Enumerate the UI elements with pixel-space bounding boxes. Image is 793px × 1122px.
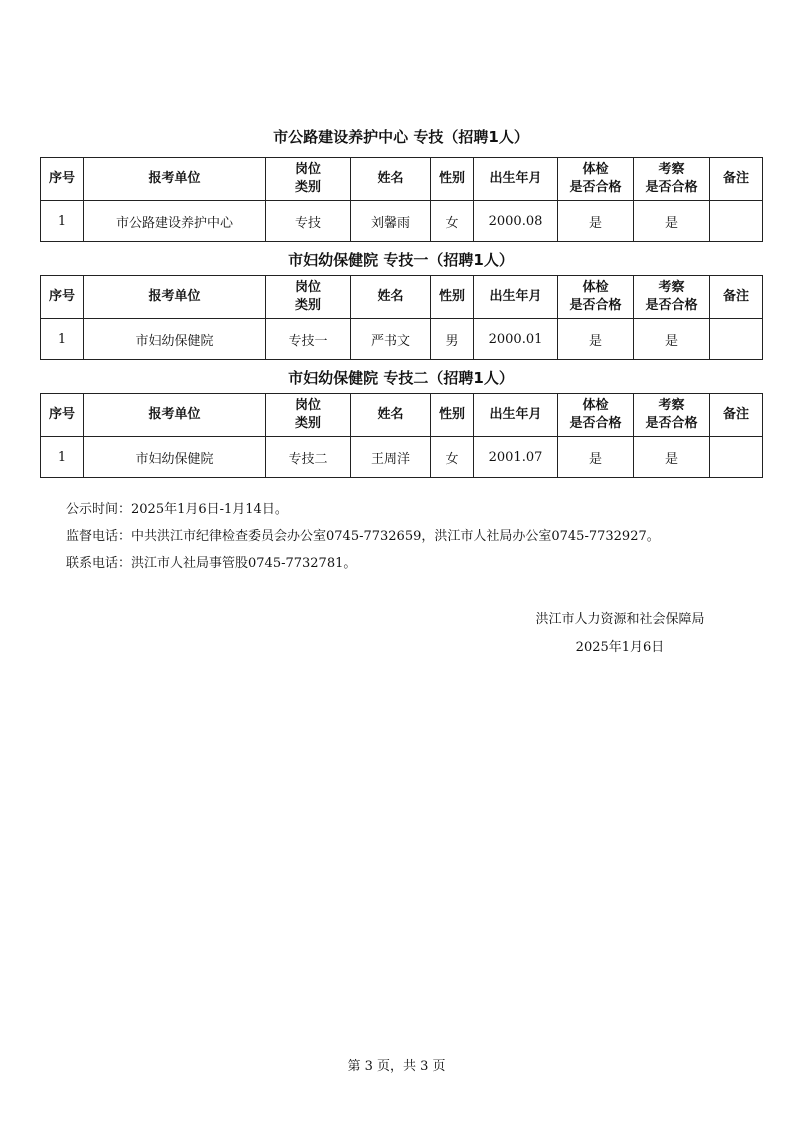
header-name: 姓名 [351, 276, 431, 319]
table-1 [40, 157, 763, 242]
section-title-1: 市公路建设养护中心 专技（招聘1人） [273, 128, 529, 146]
header-review: 考察 是否合格 [634, 158, 710, 201]
cell-review: 是 [634, 201, 710, 242]
header-unit: 报考单位 [84, 276, 266, 319]
page-number: 第 3 页，共 3 页 [347, 1059, 446, 1074]
header-seq: 序号 [41, 276, 84, 319]
header-name: 姓名 [351, 394, 431, 437]
header-birth: 出生年月 [474, 276, 558, 319]
header-review: 考察 是否合格 [634, 276, 710, 319]
cell-remark [710, 319, 763, 360]
cell-exam: 是 [558, 201, 634, 242]
cell-gender: 女 [431, 201, 474, 242]
header-remark: 备注 [710, 158, 763, 201]
contact-phone: 联系电话：洪江市人社局事管股0745-7732781。 [66, 556, 357, 571]
header-post: 岗位 类别 [266, 158, 351, 201]
header-exam: 体检 是否合格 [558, 158, 634, 201]
header-unit: 报考单位 [84, 158, 266, 201]
header-birth: 出生年月 [474, 394, 558, 437]
section-title-2: 市妇幼保健院 专技一（招聘1人） [288, 251, 514, 269]
cell-name: 刘馨雨 [351, 201, 431, 242]
header-remark: 备注 [710, 394, 763, 437]
table-header-row [41, 394, 763, 437]
cell-unit: 市公路建设养护中心 [84, 201, 266, 242]
header-remark: 备注 [710, 276, 763, 319]
header-gender: 性别 [431, 276, 474, 319]
table-3 [40, 393, 763, 478]
cell-seq: 1 [41, 201, 84, 242]
header-exam: 体检 是否合格 [558, 394, 634, 437]
cell-seq: 1 [41, 319, 84, 360]
cell-birth: 2001.07 [474, 437, 558, 478]
cell-gender: 女 [431, 437, 474, 478]
header-exam: 体检 是否合格 [558, 276, 634, 319]
cell-post: 专技二 [266, 437, 351, 478]
notice-period: 公示时间：2025年1月6日-1月14日。 [66, 502, 288, 517]
cell-gender: 男 [431, 319, 474, 360]
header-name: 姓名 [351, 158, 431, 201]
header-seq: 序号 [41, 158, 84, 201]
cell-name: 王周洋 [351, 437, 431, 478]
header-post: 岗位 类别 [266, 276, 351, 319]
cell-remark [710, 437, 763, 478]
supervision-phone: 监督电话：中共洪江市纪律检查委员会办公室0745-7732659，洪江市人社局办公室0745-7732927。 [66, 529, 660, 544]
cell-birth: 2000.01 [474, 319, 558, 360]
cell-review: 是 [634, 319, 710, 360]
cell-remark [710, 201, 763, 242]
cell-unit: 市妇幼保健院 [84, 319, 266, 360]
header-gender: 性别 [431, 394, 474, 437]
section-title-3: 市妇幼保健院 专技二（招聘1人） [288, 369, 514, 387]
cell-exam: 是 [558, 319, 634, 360]
table-header-row [41, 158, 763, 201]
header-unit: 报考单位 [84, 394, 266, 437]
cell-name: 严书文 [351, 319, 431, 360]
header-gender: 性别 [431, 158, 474, 201]
table-row [41, 437, 763, 478]
header-birth: 出生年月 [474, 158, 558, 201]
cell-exam: 是 [558, 437, 634, 478]
cell-post: 专技 [266, 201, 351, 242]
cell-seq: 1 [41, 437, 84, 478]
header-post: 岗位 类别 [266, 394, 351, 437]
signature-date: 2025年1月6日 [575, 640, 665, 655]
table-row [41, 201, 763, 242]
cell-unit: 市妇幼保健院 [84, 437, 266, 478]
signature-org: 洪江市人力资源和社会保障局 [535, 612, 705, 627]
table-2 [40, 275, 763, 360]
header-seq: 序号 [41, 394, 84, 437]
cell-birth: 2000.08 [474, 201, 558, 242]
header-review: 考察 是否合格 [634, 394, 710, 437]
cell-review: 是 [634, 437, 710, 478]
notice-notes [66, 496, 660, 577]
cell-post: 专技一 [266, 319, 351, 360]
table-row [41, 319, 763, 360]
table-header-row [41, 276, 763, 319]
